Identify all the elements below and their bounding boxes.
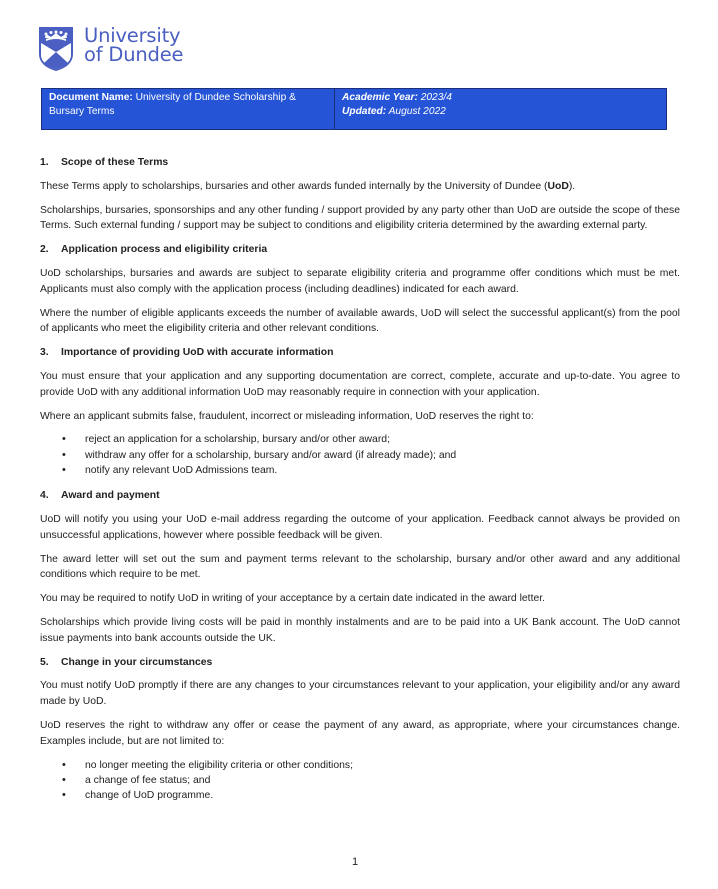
section-number: 5. xyxy=(40,656,49,668)
list-item xyxy=(40,432,680,447)
list-item xyxy=(40,448,680,463)
section-title: Application process and eligibility criteria xyxy=(61,244,268,256)
updated-date xyxy=(342,105,659,119)
document-meta-cell xyxy=(335,89,666,129)
paragraph: UoD reserves the right to withdraw any offer or cease the payment of any award, as appropriate, where your circumstances change. Examples include, but are not limited to: xyxy=(40,720,680,747)
bullet-list xyxy=(40,758,680,804)
list-item-text: notify any relevant UoD Admissions team. xyxy=(85,464,278,476)
section-scope xyxy=(40,155,680,234)
page-number: 1 xyxy=(352,856,359,868)
updated-value: August 2022 xyxy=(386,105,446,117)
document-name-label: Document Name: xyxy=(49,92,133,103)
list-item-text: reject an application for a scholarship, bursary and/or other award; xyxy=(85,434,390,446)
bullet-list xyxy=(40,432,680,478)
list-item-text: no longer meeting the eligibility criteria or other conditions; xyxy=(85,759,353,771)
section-number: 1. xyxy=(40,157,49,168)
university-wordmark xyxy=(84,26,183,64)
list-item xyxy=(40,773,680,788)
bullet-icon: • xyxy=(62,773,66,786)
bullet-icon: • xyxy=(62,758,66,771)
section-heading xyxy=(40,655,680,671)
section-title: Change in your circumstances xyxy=(61,656,213,668)
paragraph: The award letter will set out the sum and payment terms relevant to the scholarship, bursary and/or other award and any additional conditions which require to be met. xyxy=(40,553,680,581)
bullet-icon: • xyxy=(62,448,66,461)
section-title: Award and payment xyxy=(61,490,160,502)
list-item-text: a change of fee status; and xyxy=(85,774,211,786)
list-item xyxy=(40,463,680,478)
list-item xyxy=(40,788,680,803)
paragraph: You must notify UoD promptly if there are any changes to your circumstances relevant to your application, your eligibility and/or any award made by UoD. xyxy=(40,680,680,708)
paragraph xyxy=(40,179,680,195)
university-crest-icon xyxy=(38,26,74,72)
paragraph-text: These Terms apply to scholarships, bursaries and other awards funded internally by the University of Dundee ( xyxy=(40,180,548,192)
updated-label: Updated: xyxy=(342,105,387,117)
paragraph: Scholarships, bursaries, sponsorships and any other funding / support provided by any party other than UoD are outside the scope of these Terms. Such external funding / support may be subject to conditions and eligibility criteria determined by the awarding external party. xyxy=(40,204,680,232)
list-item xyxy=(40,758,680,773)
bullet-icon: • xyxy=(62,463,66,476)
section-heading xyxy=(40,345,680,361)
uod-abbreviation: UoD xyxy=(547,180,569,192)
document-body xyxy=(40,155,680,814)
paragraph: You must ensure that your application and any supporting documentation are correct, complete, accurate and up-to-date. You agree to provide UoD with any additional information UoD may reasonably require in connection with your application. xyxy=(40,370,680,398)
paragraph: Scholarships which provide living costs will be paid in monthly instalments and are to be paid into a UK Bank account. The UoD cannot issue payments into bank accounts outside the UK. xyxy=(40,617,680,644)
document-name-value: University of Dundee Scholarship & Bursary Terms xyxy=(49,92,296,117)
section-title: Importance of providing UoD with accurate information xyxy=(61,347,334,359)
paragraph: You may be required to notify UoD in writing of your acceptance by a certain date indicated in the award letter. xyxy=(40,593,546,605)
list-item-text: withdraw any offer for a scholarship, bursary and/or award (if already made); and xyxy=(85,449,457,461)
section-award-payment xyxy=(40,488,680,646)
list-item-text: change of UoD programme. xyxy=(85,790,214,802)
document-info-box xyxy=(41,88,667,130)
section-accurate-information xyxy=(40,345,680,478)
university-logo xyxy=(38,26,183,72)
section-number: 2. xyxy=(40,244,49,256)
paragraph: UoD scholarships, bursaries and awards are subject to separate eligibility criteria and programme offer conditions which must be met. Applicants must also comply with the application process (including deadlines) indicated for each award. xyxy=(40,267,680,295)
paragraph-text: ). xyxy=(568,180,576,192)
academic-year-label: Academic Year: xyxy=(342,92,418,103)
section-heading xyxy=(40,488,680,504)
bullet-icon: • xyxy=(62,789,66,802)
section-application-process xyxy=(40,242,680,337)
paragraph: Where an applicant submits false, fraudulent, incorrect or misleading information, UoD reserves the right to: xyxy=(40,410,534,422)
section-title: Scope of these Terms xyxy=(61,157,169,168)
section-change-circumstances xyxy=(40,655,680,804)
section-number: 4. xyxy=(40,490,49,502)
document-name-cell xyxy=(42,89,335,129)
academic-year-value: 2023/4 xyxy=(417,92,452,103)
academic-year xyxy=(342,91,659,105)
paragraph: UoD will notify you using your UoD e-mail address regarding the outcome of your application. Feedback cannot always be provided on unsuccessful applications, however where possible feedback will be given. xyxy=(40,514,680,541)
bullet-icon: • xyxy=(62,433,66,446)
wordmark-line-2: of Dundee xyxy=(84,43,184,66)
wordmark-line-1: University xyxy=(84,24,181,47)
section-heading xyxy=(40,155,680,171)
section-number: 3. xyxy=(40,347,49,359)
section-heading xyxy=(40,242,680,258)
paragraph: Where the number of eligible applicants exceeds the number of available awards, UoD will select the successful applicant(s) from the pool of applicants who meet the eligibility criteria and other relevant conditions. xyxy=(40,307,680,335)
